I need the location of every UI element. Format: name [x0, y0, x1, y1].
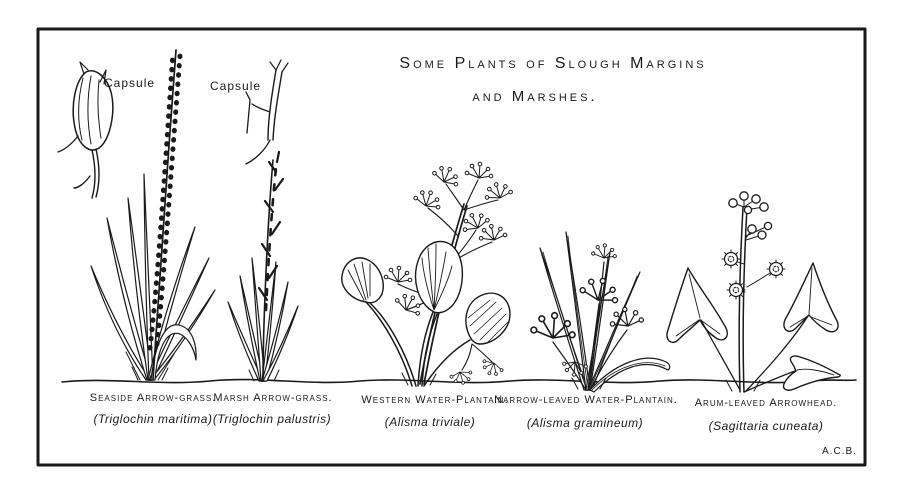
caption-latin-triglochin-maritima: (Triglochin maritima) [93, 412, 213, 426]
caption-common-narrow-leaved-water-plantain: Narrow-leaved Water-Plantain. [494, 394, 678, 406]
ground-tufts [132, 367, 760, 391]
caption-latin-triglochin-palustris: (Triglochin palustris) [212, 412, 332, 426]
capsule-label-seaside: Capsule [104, 76, 156, 90]
arum-leaved-arrowhead-illustration [667, 192, 840, 392]
artist-signature: A.C.B. [822, 446, 857, 457]
plate-title-line1: Some Plants of Slough Margins [399, 55, 707, 72]
caption-latin-sagittaria-cuneata: (Sagittaria cuneata) [708, 419, 824, 433]
marsh-arrow-grass-illustration [228, 152, 298, 381]
capsule-label-marsh: Capsule [210, 79, 262, 93]
caption-common-marsh-arrow-grass: Marsh Arrow-grass. [213, 392, 333, 404]
marsh-capsule-inset [246, 60, 288, 164]
caption-latin-alisma-triviale: (Alisma triviale) [384, 415, 476, 429]
caption-common-seaside-arrow-grass: Seaside Arrow-grass. [89, 392, 217, 404]
caption-common-arum-leaved-arrowhead: Arum-leaved Arrowhead. [694, 397, 838, 409]
ground-line [62, 380, 856, 383]
narrow-leaved-water-plantain-illustration [531, 232, 670, 392]
caption-latin-alisma-gramineum: (Alisma gramineum) [526, 416, 644, 430]
caption-common-western-water-plantain: Western Water-Plantain. [361, 394, 509, 406]
plate-title-line2: and Marshes. [472, 88, 598, 105]
western-water-plantain-illustration [342, 162, 513, 387]
